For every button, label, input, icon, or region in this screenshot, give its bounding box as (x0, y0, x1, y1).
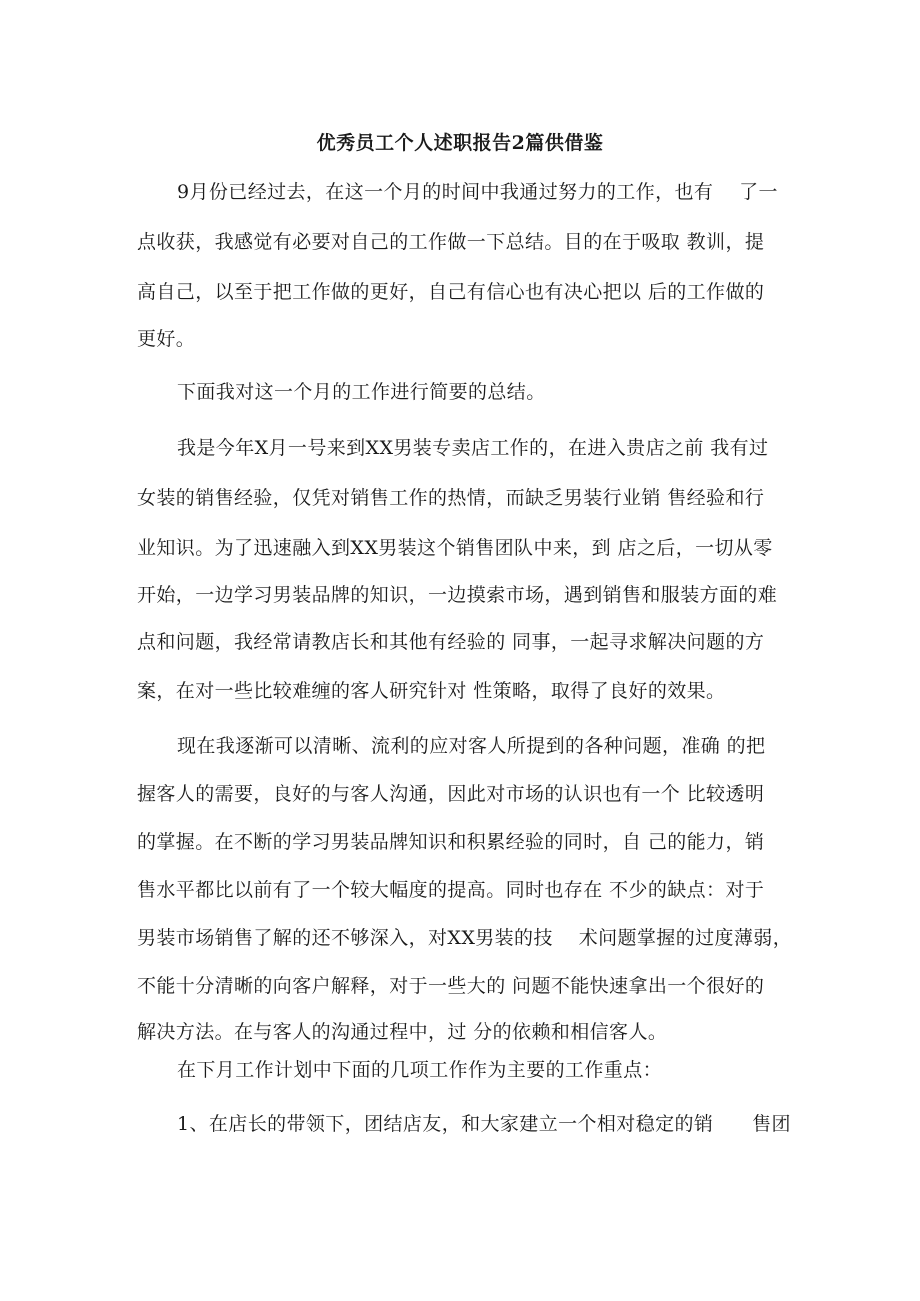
paragraph-line: 9月份已经过去，在这一个月的时间中我通过努力的工作，也有 了一 (177, 181, 778, 203)
paragraph-line: 点和问题，我经常请教店长和其他有经验的 同事，一起寻求解决问题的方 (137, 631, 765, 653)
paragraph-line: 女装的销售经验，仅凭对销售工作的热情，而缺乏男装行业销 售经验和行 (137, 487, 765, 509)
paragraph-line: 开始，一边学习男装品牌的知识，一边摸索市场，遇到销售和服装方面的难 (137, 584, 778, 606)
paragraph-line: 业知识。为了迅速融入到XX男装这个销售团队中来，到 店之后，一切从零 (137, 537, 773, 559)
paragraph-line: 点收获，我感觉有必要对自己的工作做一下总结。目的在于吸取 教训，提 (137, 231, 765, 253)
document-title: 优秀员工个人述职报告2篇供借鉴 (316, 132, 604, 154)
paragraph-line: 售水平都比以前有了一个较大幅度的提高。同时也存在 不少的缺点：对于 (137, 879, 765, 901)
paragraph-line: 下面我对这一个月的工作进行简要的总结。 (177, 381, 546, 403)
paragraph-line: 男装市场销售了解的还不够深入，对XX男装的技 术问题掌握的过度薄弱， (137, 927, 793, 949)
paragraph-line: 案，在对一些比较难缠的客人研究针对 性策略，取得了良好的效果。 (137, 680, 726, 702)
paragraph-line: 1、在店长的带领下，团结店友，和大家建立一个相对稳定的销 售团 (177, 1113, 791, 1135)
paragraph-line: 的掌握。在不断的学习男装品牌知识和积累经验的同时，自 己的能力，销 (137, 831, 765, 853)
paragraph-line: 握客人的需要，良好的与客人沟通，因此对市场的认识也有一个 比较透明 (137, 783, 765, 805)
paragraph-line: 更好。 (137, 328, 196, 350)
paragraph-line: 在下月工作计划中下面的几项工作作为主要的工作重点： (177, 1059, 663, 1081)
paragraph-line: 不能十分清晰的向客户解释，对于一些大的 问题不能快速拿出一个很好的 (137, 975, 765, 997)
paragraph-line: 高自己，以至于把工作做的更好，自己有信心也有决心把以 后的工作做的 (137, 281, 765, 303)
paragraph-line: 现在我逐渐可以清晰、流利的应对客人所提到的各种问题，准确 的把 (177, 735, 766, 757)
paragraph-line: 解决方法。在与客人的沟通过程中，过 分的依赖和相信客人。 (137, 1021, 668, 1043)
paragraph-line: 我是今年X月一号来到XX男装专卖店工作的，在进入贵店之前 我有过 (177, 437, 769, 459)
